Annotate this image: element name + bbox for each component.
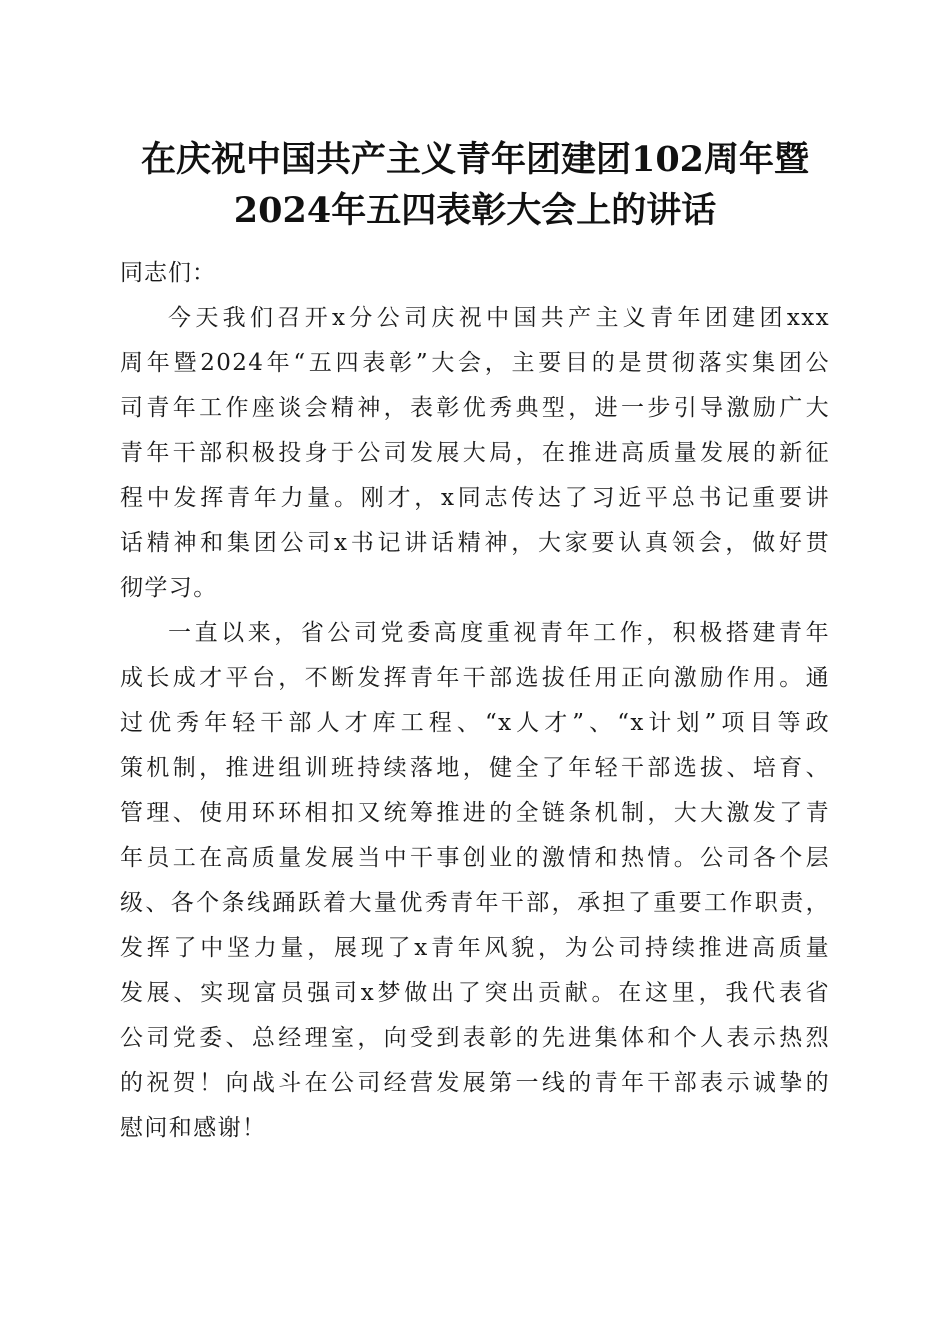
paragraph-line: 过优秀年轻干部人才库工程、“x人才”、“x计划”项目等政: [120, 710, 830, 736]
paragraph-line: 管理、使用环环相扣又统筹推进的全链条机制，大大激发了青: [120, 800, 830, 826]
paragraph-line: 成长成才平台，不断发挥青年干部选拔任用正向激励作用。通: [120, 665, 830, 691]
paragraph-line: 级、各个条线踊跃着大量优秀青年干部，承担了重要工作职责，: [120, 890, 830, 916]
paragraph-line: 今天我们召开x分公司庆祝中国共产主义青年团建团xxx: [168, 305, 830, 331]
paragraph-line: 周年暨2024年“五四表彰”大会，主要目的是贯彻落实集团公: [120, 350, 830, 376]
paragraph-line: 慰问和感谢！: [120, 1115, 267, 1141]
paragraph-line: 司青年工作座谈会精神，表彰优秀典型，进一步引导激励广大: [120, 395, 830, 421]
paragraph-line: 年员工在高质量发展当中干事创业的激情和热情。公司各个层: [120, 845, 830, 871]
paragraph-line: 一直以来，省公司党委高度重视青年工作，积极搭建青年: [168, 620, 830, 646]
paragraph-2: [120, 611, 830, 1151]
paragraph-line: 的祝贺！向战斗在公司经营发展第一线的青年干部表示诚挚的: [120, 1070, 830, 1096]
salutation: 同志们：: [120, 260, 216, 286]
paragraph-line: 发展、实现富员强司x梦做出了突出贡献。在这里，我代表省: [120, 980, 830, 1006]
paragraph-line: 公司党委、总经理室，向受到表彰的先进集体和个人表示热烈: [120, 1025, 830, 1051]
paragraph-line: 彻学习。: [120, 575, 218, 601]
paragraph-line: 程中发挥青年力量。刚才，x同志传达了习近平总书记重要讲: [120, 485, 830, 511]
paragraph-1: [120, 296, 830, 611]
paragraph-line: 话精神和集团公司x书记讲话精神，大家要认真领会，做好贯: [120, 530, 830, 556]
title-line-2: 2024年五四表彰大会上的讲话: [233, 190, 717, 231]
paragraph-line: 策机制，推进组训班持续落地，健全了年轻干部选拔、培育、: [120, 755, 830, 781]
title-line-1: 在庆祝中国共产主义青年团建团102周年暨: [140, 139, 810, 180]
document-body: [120, 251, 830, 1151]
paragraph-line: 发挥了中坚力量，展现了x青年风貌，为公司持续推进高质量: [120, 935, 830, 961]
paragraph-line: 青年干部积极投身于公司发展大局，在推进高质量发展的新征: [120, 440, 830, 466]
document-title: [100, 134, 850, 236]
